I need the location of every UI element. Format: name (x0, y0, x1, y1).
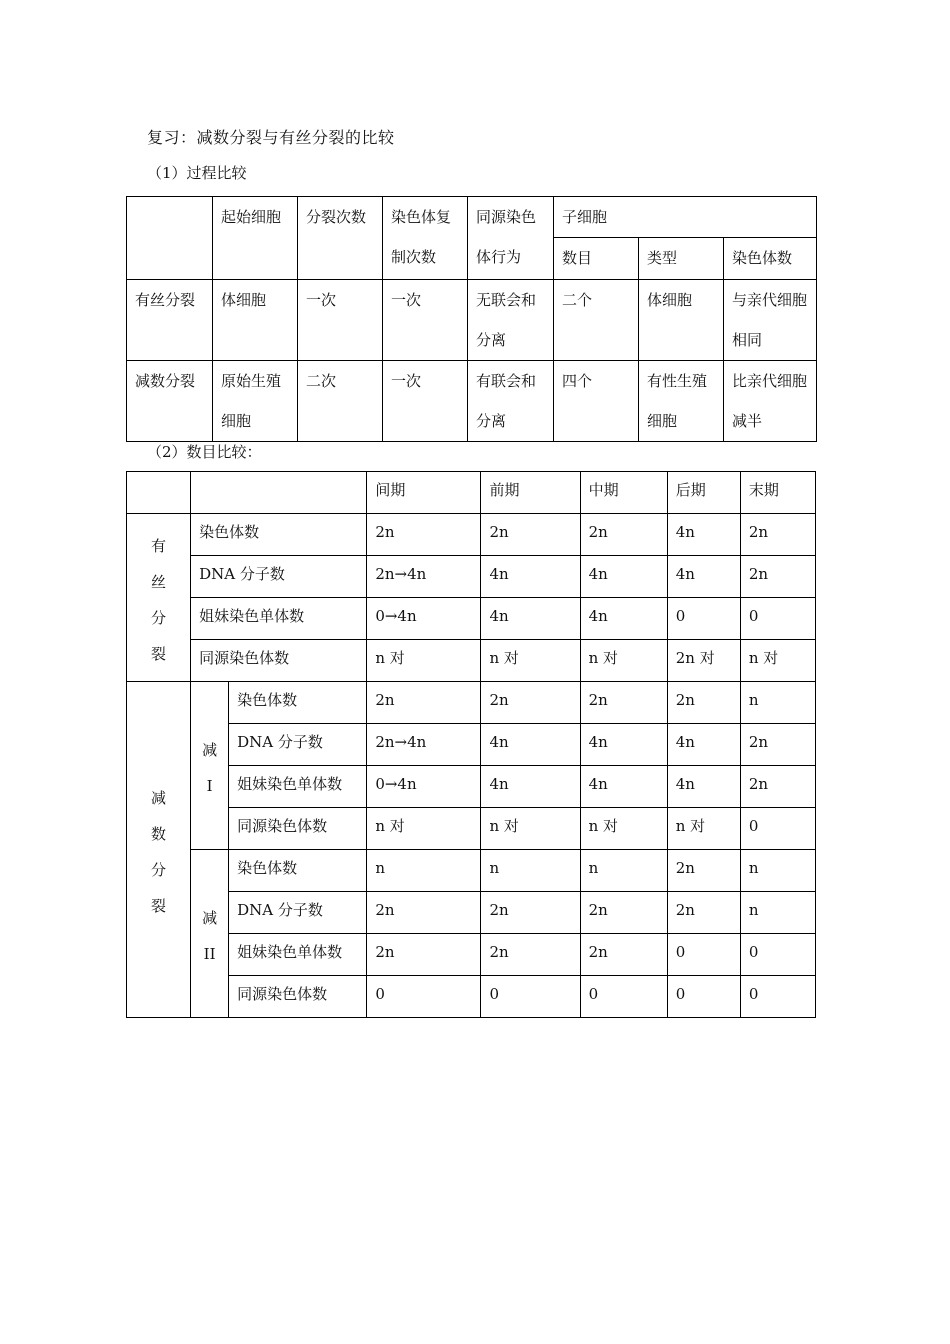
vertical-label-char: 裂 (151, 896, 167, 915)
table-cell: n 对 (580, 640, 667, 682)
table-cell: 有联会和分离 (468, 361, 554, 442)
row-label: DNA 分子数 (229, 892, 367, 934)
mitosis-label (127, 514, 191, 682)
table-cell: 2n→4n (367, 724, 481, 766)
table-cell: 4n (667, 514, 740, 556)
vertical-label-char: I (206, 776, 213, 795)
table-cell: n (367, 850, 481, 892)
table-row (127, 280, 817, 361)
table-row (127, 724, 816, 766)
table-cell: 2n (580, 934, 667, 976)
vertical-label-char: 分 (151, 860, 167, 879)
table-cell: 4n (580, 724, 667, 766)
vertical-label-char: 分 (151, 608, 167, 627)
table-cell: n 对 (481, 808, 580, 850)
phase-header: 末期 (740, 472, 815, 514)
table-cell: 2n (580, 682, 667, 724)
row-label: 姐妹染色单体数 (191, 598, 367, 640)
table-cell: 2n (367, 682, 481, 724)
phase-header: 中期 (580, 472, 667, 514)
table-cell: 0 (740, 598, 815, 640)
table-cell: 2n (481, 934, 580, 976)
table-subheader: 类型 (639, 238, 724, 280)
row-label: 染色体数 (191, 514, 367, 556)
table-cell: 2n (740, 724, 815, 766)
row-label: 同源染色体数 (191, 640, 367, 682)
table-cell: n 对 (481, 640, 580, 682)
meiosis-1-label (191, 682, 229, 850)
row-label: 姐妹染色单体数 (229, 766, 367, 808)
table-cell: 0 (740, 808, 815, 850)
table-cell: 2n (367, 514, 481, 556)
section-heading-numbers: （2）数目比较： (147, 443, 262, 461)
table-cell: 2n (481, 892, 580, 934)
table-subheader: 数目 (554, 238, 639, 280)
table-cell: n 对 (367, 808, 481, 850)
table-row (127, 598, 816, 640)
table-cell: n (481, 850, 580, 892)
table-cell: 2n (667, 682, 740, 724)
table-cell: 0 (367, 976, 481, 1018)
table-cell: 4n (481, 724, 580, 766)
table-header-blank (127, 472, 191, 514)
table-cell: 2n (481, 682, 580, 724)
table-cell: 有丝分裂 (127, 280, 213, 361)
table-cell: 4n (667, 556, 740, 598)
table-cell: 2n (740, 556, 815, 598)
table-cell: 0 (580, 976, 667, 1018)
row-label: 同源染色体数 (229, 976, 367, 1018)
table-header: 染色体复制次数 (383, 197, 468, 280)
table-row (127, 556, 816, 598)
meiosis-2-label (191, 850, 229, 1018)
process-comparison-table (126, 196, 817, 442)
number-comparison-table (126, 471, 816, 1018)
table-header: 分裂次数 (298, 197, 383, 280)
table-cell: 4n (580, 556, 667, 598)
table-row (127, 934, 816, 976)
table-cell: 与亲代细胞相同 (724, 280, 817, 361)
table-cell: 二次 (298, 361, 383, 442)
table-cell: n (740, 892, 815, 934)
vertical-label-char: 裂 (151, 644, 167, 663)
table-cell: 0 (667, 934, 740, 976)
table-cell: 4n (580, 598, 667, 640)
table-cell: 比亲代细胞减半 (724, 361, 817, 442)
table-cell: 4n (481, 598, 580, 640)
table-cell: 体细胞 (213, 280, 298, 361)
table-cell: n (580, 850, 667, 892)
vertical-label-char: 数 (151, 824, 167, 843)
table-cell: 2n (481, 514, 580, 556)
table-cell: 0→4n (367, 598, 481, 640)
vertical-label-char: 减 (202, 740, 218, 759)
vertical-label-char: 丝 (151, 572, 167, 591)
table-header-row (127, 472, 816, 514)
table-cell: 4n (667, 724, 740, 766)
table-cell: 2n (740, 766, 815, 808)
table-row (127, 682, 816, 724)
row-label: 染色体数 (229, 682, 367, 724)
table-subheader: 染色体数 (724, 238, 817, 280)
table-cell: 0 (667, 976, 740, 1018)
phase-header: 间期 (367, 472, 481, 514)
table-cell: 无联会和分离 (468, 280, 554, 361)
table-cell: 减数分裂 (127, 361, 213, 442)
table-cell: 2n (667, 892, 740, 934)
table-cell: 体细胞 (639, 280, 724, 361)
table-cell: 2n (580, 892, 667, 934)
table-cell: 2n (740, 514, 815, 556)
table-cell: 四个 (554, 361, 639, 442)
table-row (127, 976, 816, 1018)
meiosis-label (127, 682, 191, 1018)
row-label: 姐妹染色单体数 (229, 934, 367, 976)
table-header-blank (191, 472, 367, 514)
table-cell: 0→4n (367, 766, 481, 808)
row-label: 同源染色体数 (229, 808, 367, 850)
page-title: 复习：减数分裂与有丝分裂的比较 (147, 128, 395, 147)
table-cell: 4n (667, 766, 740, 808)
table-header: 同源染色体行为 (468, 197, 554, 280)
table-cell: 4n (481, 766, 580, 808)
table-cell: 2n 对 (667, 640, 740, 682)
table-row (127, 640, 816, 682)
table-cell: 原始生殖细胞 (213, 361, 298, 442)
table-cell: n (740, 850, 815, 892)
table-cell: n 对 (740, 640, 815, 682)
table-cell: 一次 (383, 280, 468, 361)
table-cell: 2n (667, 850, 740, 892)
row-label: 染色体数 (229, 850, 367, 892)
section-heading-process: （1）过程比较 (147, 164, 247, 182)
table-header: 子细胞 (554, 197, 817, 238)
table-cell: 4n (481, 556, 580, 598)
table-cell: 2n→4n (367, 556, 481, 598)
table-cell: 2n (580, 514, 667, 556)
table-cell: 0 (481, 976, 580, 1018)
vertical-label-char: 减 (202, 908, 218, 927)
table-cell: n 对 (667, 808, 740, 850)
vertical-label-char: 减 (151, 788, 167, 807)
table-cell: 2n (367, 934, 481, 976)
table-cell: n 对 (367, 640, 481, 682)
table-row (127, 514, 816, 556)
row-label: DNA 分子数 (229, 724, 367, 766)
table-cell: 有性生殖细胞 (639, 361, 724, 442)
table-row (127, 850, 816, 892)
table-cell: 2n (367, 892, 481, 934)
table-cell: 0 (667, 598, 740, 640)
table-cell: n (740, 682, 815, 724)
table-cell: n 对 (580, 808, 667, 850)
table-cell: 0 (740, 976, 815, 1018)
table-row (127, 808, 816, 850)
vertical-label-char: II (203, 944, 216, 963)
table-cell: 二个 (554, 280, 639, 361)
table-row (127, 361, 817, 442)
phase-header: 后期 (667, 472, 740, 514)
table-row (127, 766, 816, 808)
vertical-label-char: 有 (151, 536, 167, 555)
table-cell: 4n (580, 766, 667, 808)
table-header: 起始细胞 (213, 197, 298, 280)
table-cell: 0 (740, 934, 815, 976)
phase-header: 前期 (481, 472, 580, 514)
table-cell: 一次 (383, 361, 468, 442)
table-cell: 一次 (298, 280, 383, 361)
row-label: DNA 分子数 (191, 556, 367, 598)
table-header-blank (127, 197, 213, 280)
table-row (127, 892, 816, 934)
